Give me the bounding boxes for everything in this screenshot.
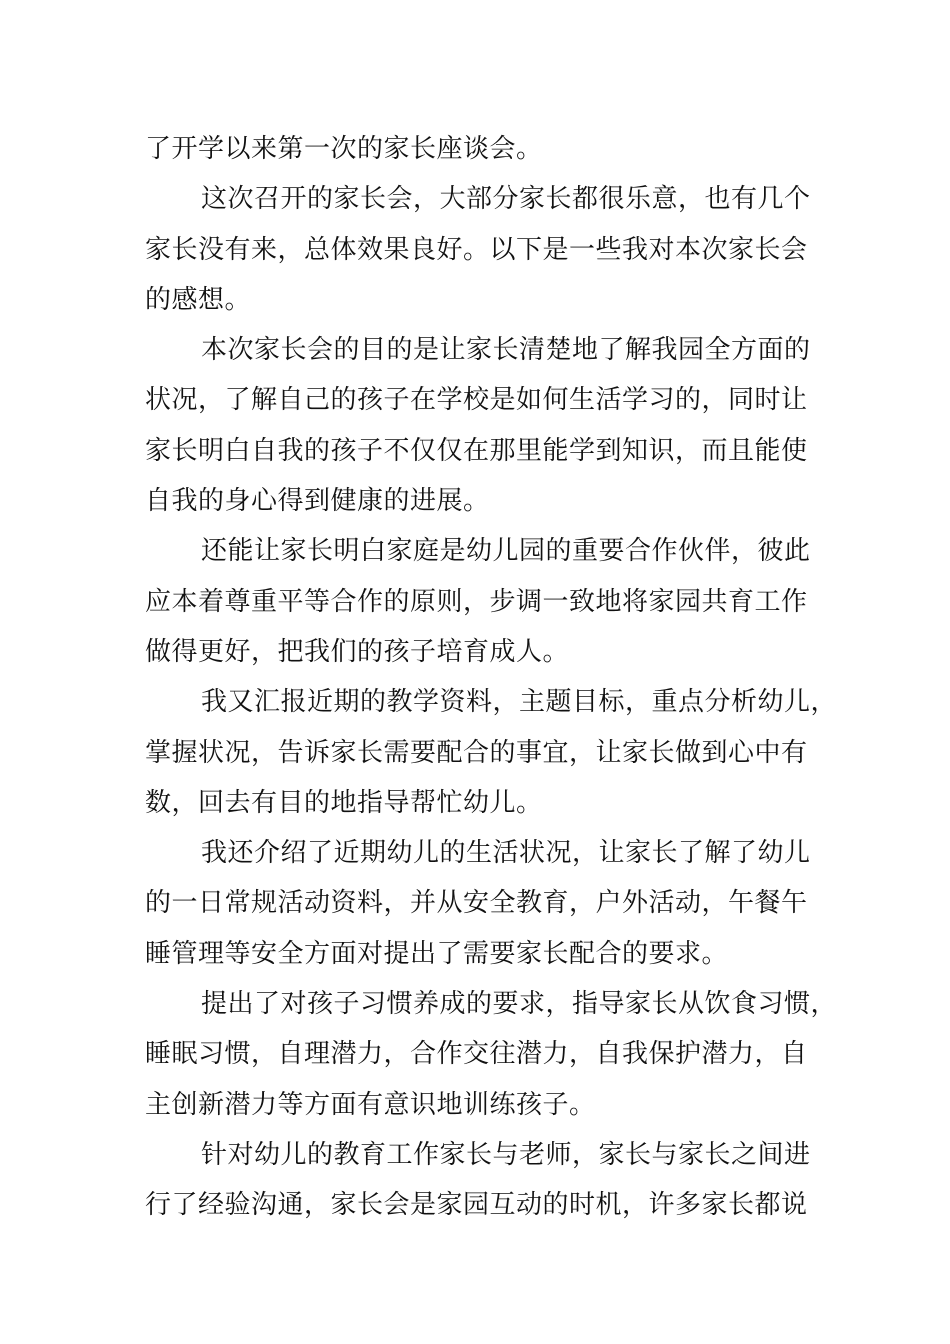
- text-line: 还能让家长明白家庭是幼儿园的重要合作伙伴，彼此: [201, 536, 811, 567]
- body-text: [145, 124, 838, 1231]
- text-line: 提出了对孩子习惯养成的要求，指导家长从饮食习惯，: [201, 989, 838, 1020]
- text-line: 状况，了解自己的孩子在学校是如何生活学习的，同时让: [145, 385, 808, 416]
- text-line: 行了经验沟通，家长会是家园互动的时机，许多家长都说: [145, 1190, 808, 1221]
- text-line: 自我的身心得到健康的进展。: [145, 486, 490, 517]
- text-line: 掌握状况，告诉家长需要配合的事宜，让家长做到心中有: [145, 737, 808, 768]
- text-line: 的一日常规活动资料，并从安全教育，户外活动，午餐午: [145, 888, 808, 919]
- text-line: 本次家长会的目的是让家长清楚地了解我园全方面的: [201, 335, 811, 366]
- text-line: 针对幼儿的教育工作家长与老师，家长与家长之间进: [201, 1139, 811, 1170]
- text-line: 主创新潜力等方面有意识地训练孩子。: [145, 1089, 596, 1120]
- text-line: 数，回去有目的地指导帮忙幼儿。: [145, 787, 543, 818]
- text-line: 睡眠习惯，自理潜力，合作交往潜力，自我保护潜力，自: [145, 1039, 808, 1070]
- text-line: 家长没有来，总体效果良好。以下是一些我对本次家长会: [145, 234, 808, 265]
- text-line: 家长明白自我的孩子不仅仅在那里能学到知识，而且能使: [145, 435, 808, 466]
- text-line: 应本着尊重平等合作的原则，步调一致地将家园共育工作: [145, 586, 808, 617]
- text-line: 我还介绍了近期幼儿的生活状况，让家长了解了幼儿: [201, 838, 811, 869]
- text-line: 做得更好，把我们的孩子培育成人。: [145, 636, 570, 667]
- text-line: 这次召开的家长会，大部分家长都很乐意，也有几个: [201, 184, 811, 215]
- text-line: 睡管理等安全方面对提出了需要家长配合的要求。: [145, 938, 729, 969]
- text-line: 了开学以来第一次的家长座谈会。: [145, 134, 543, 164]
- text-line: 我又汇报近期的教学资料，主题目标，重点分析幼儿，: [201, 687, 838, 718]
- text-line: 的感想。: [145, 284, 252, 315]
